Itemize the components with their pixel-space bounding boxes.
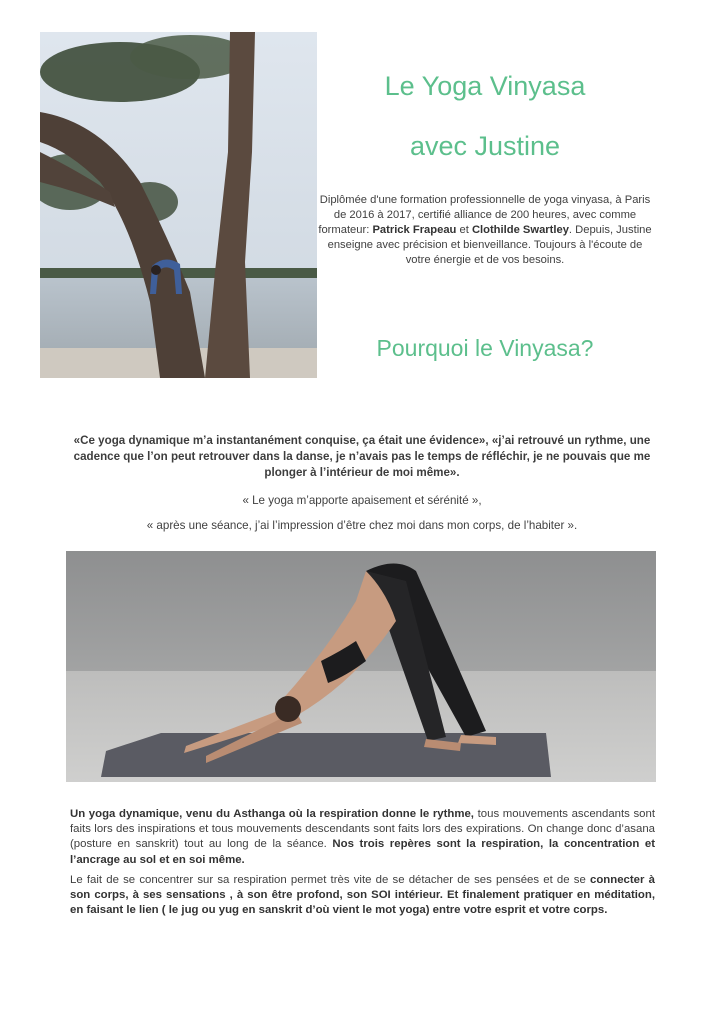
intro-trainer-2: Clothilde Swartley	[471, 224, 569, 236]
page-subtitle: avec Justine	[409, 131, 561, 161]
section-title: Pourquoi le Vinyasa?	[376, 335, 594, 361]
intro-text-3: . Depuis, Justine enseigne avec précision et bienveillance. Toujours à l'écoute de votre énergie et de vos besoins.	[327, 224, 652, 266]
intro-text-2: et	[456, 224, 472, 236]
quote-second: « Le yoga m’apporte apaisement et sérénité »,	[242, 494, 482, 507]
quote-main: «Ce yoga dynamique m’a instantanément conquise, ça était une évidence», «j’ai retrouvé un rythme, une cadence que l’on peut retrouver dans la danse, je n’avais pas le temps de réfléchir, je ne pouvais que me plonger à l’intérieur de moi même».	[73, 434, 651, 479]
intro-trainer-1: Patrick Frapeau	[372, 224, 457, 236]
page-title: Le Yoga Vinyasa	[384, 71, 586, 101]
photo-tree-yoga	[40, 32, 317, 378]
photo-downward-dog	[66, 551, 656, 782]
intro-paragraph	[316, 193, 654, 268]
paragraph1-bold-2: Nos trois repères sont la respiration, la concentration et l’ancrage au sol et en soi même.	[70, 838, 655, 866]
paragraph1-text-1: tous mouvements ascendants sont faits lors des inspirations et tous mouvements descendants sont faits lors des expirations. On change donc d’asana (posture en sanskrit) tout au long de la séance.	[70, 808, 655, 851]
quote-third: « après une séance, j’ai l’impression d’être chez moi dans mon corps, de l’habiter ».	[146, 519, 578, 532]
paragraph1-bold-1: Un yoga dynamique, venu du Asthanga où la respiration donne le rythme,	[70, 808, 474, 820]
paragraph-vinyasa-rhythm	[70, 807, 655, 868]
paragraph2-bold-1: connecter à son corps, à ses sensations , à son être profond, son SOI intérieur. Et finalement pratiquer en méditation, en faisant le lien ( le jug ou yug en sanskrit d’où vient le mot yoga) entre votre esprit et votre corps.	[70, 874, 655, 917]
intro-text-1: Diplômée d'une formation professionnelle de yoga vinyasa, à Paris de 2016 à 2017, certifié alliance de 200 heures, avec comme formateur:	[318, 194, 651, 236]
paragraph2-text-1: Le fait de se concentrer sur sa respiration permet très vite de se détacher de ses pensées et de se	[70, 874, 591, 886]
paragraph-breathing	[70, 873, 655, 919]
